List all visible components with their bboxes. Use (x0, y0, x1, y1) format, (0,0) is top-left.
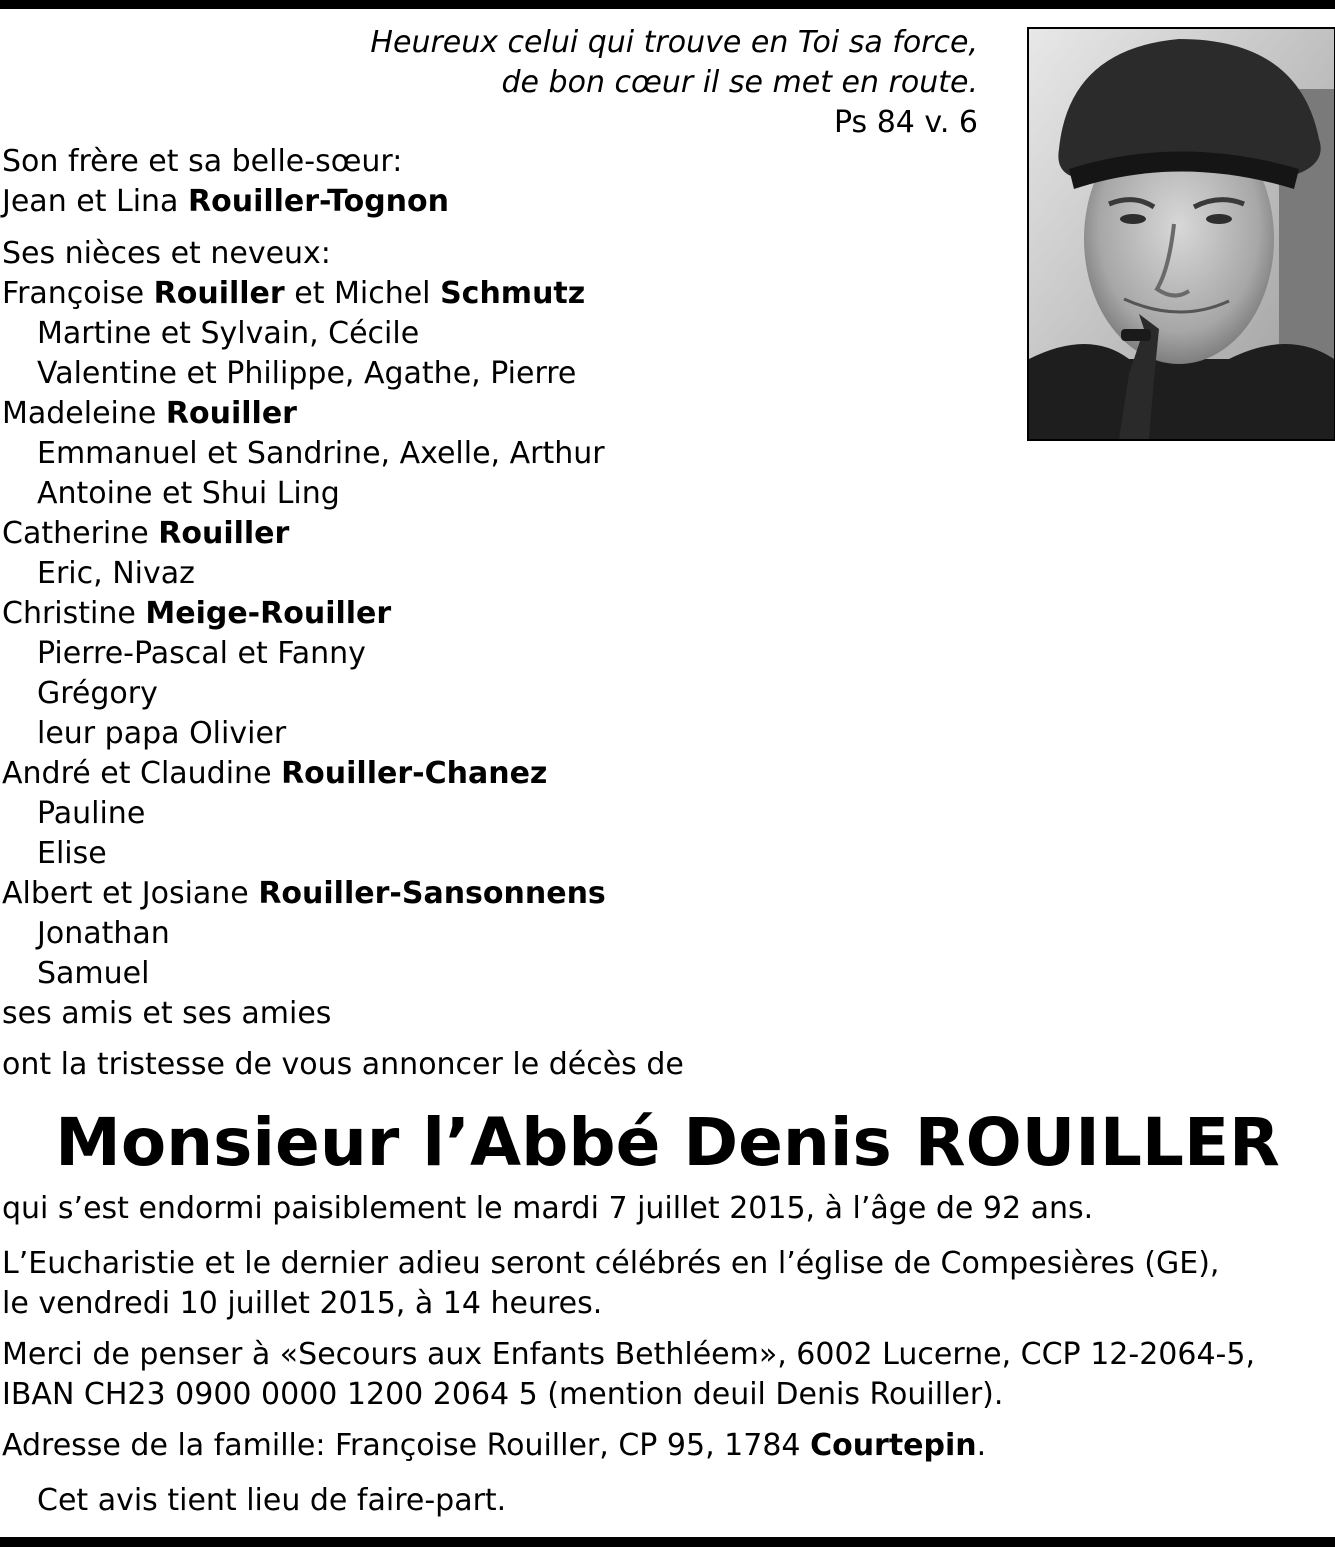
brother-heading: Son frère et sa belle-sœur: (2, 144, 403, 179)
address-suffix: . (976, 1428, 987, 1463)
family-1-surname: Rouiller (153, 276, 285, 311)
family-5-first: André et Claudine (2, 756, 272, 791)
ceremony-line-1: L’Eucharistie et le dernier adieu seront célébrés en l’église de Compesières (GE), (2, 1246, 1220, 1281)
donation-line-2: IBAN CH23 0900 0000 1200 2064 5 (mention deuil Denis Rouiller). (2, 1377, 1004, 1412)
family-1-surname-2: Schmutz (440, 276, 586, 311)
family-3-line (2, 514, 289, 554)
brother-names: Jean et Lina (2, 184, 179, 219)
address-line (2, 1426, 986, 1466)
top-rule (0, 0, 1335, 9)
donation-line-1: Merci de penser à «Secours aux Enfants Bethléem», 6002 Lucerne, CCP 12-2064-5, (2, 1337, 1255, 1372)
family-1-child-2: Valentine et Philippe, Agathe, Pierre (37, 356, 577, 391)
family-4-line (2, 594, 391, 634)
ceremony-line-2: le vendredi 10 juillet 2015, à 14 heures. (2, 1286, 603, 1321)
friends-line: ses amis et ses amies (2, 996, 332, 1031)
bottom-rule (0, 1537, 1335, 1547)
family-6-child-2: Samuel (37, 956, 150, 991)
family-6-first: Albert et Josiane (2, 876, 249, 911)
family-5-surname: Rouiller-Chanez (281, 756, 548, 791)
family-4-surname: Meige-Rouiller (145, 596, 392, 631)
family-4-first: Christine (2, 596, 136, 631)
family-4-child-1: Pierre-Pascal et Fanny (37, 636, 366, 671)
nieces-heading: Ses nièces et neveux: (2, 236, 331, 271)
verse-line-2: de bon cœur il se met en route. (501, 65, 978, 100)
family-6-child-1: Jonathan (37, 916, 170, 951)
family-5-line (2, 754, 547, 794)
deceased-name: Monsieur l’Abbé Denis ROUILLER (55, 1104, 1280, 1181)
family-3-first: Catherine (2, 516, 149, 551)
family-2-first: Madeleine (2, 396, 157, 431)
address-city: Courtepin (810, 1428, 977, 1463)
family-5-child-1: Pauline (37, 796, 146, 831)
death-line: qui s’est endormi paisiblement le mardi 7 juillet 2015, à l’âge de 92 ans. (2, 1191, 1094, 1226)
family-2-child-2: Antoine et Shui Ling (37, 476, 340, 511)
announcement-line: ont la tristesse de vous annoncer le décès de (2, 1047, 684, 1082)
family-3-surname: Rouiller (158, 516, 290, 551)
verse-line-1: Heureux celui qui trouve en Toi sa force, (370, 25, 978, 60)
family-1-line (2, 274, 585, 314)
family-6-surname: Rouiller-Sansonnens (258, 876, 606, 911)
family-1-first: Françoise (2, 276, 145, 311)
family-4-child-2: Grégory (37, 676, 158, 711)
verse-reference: Ps 84 v. 6 (833, 105, 978, 140)
brother-surname: Rouiller-Tognon (188, 184, 449, 219)
portrait-photo (1027, 27, 1335, 441)
portrait-image (1029, 29, 1334, 439)
brother-line (2, 182, 449, 222)
family-1-child-1: Martine et Sylvain, Cécile (37, 316, 420, 351)
family-2-surname: Rouiller (165, 396, 297, 431)
address-prefix: Adresse de la famille: Françoise Rouiller, CP 95, 1784 (2, 1428, 801, 1463)
closing-line: Cet avis tient lieu de faire-part. (37, 1483, 507, 1518)
family-5-child-2: Elise (37, 836, 107, 871)
family-1-and: et Michel (294, 276, 431, 311)
family-4-child-3: leur papa Olivier (37, 716, 287, 751)
family-6-line (2, 874, 606, 914)
family-3-child-1: Eric, Nivaz (37, 556, 195, 591)
family-2-line (2, 394, 297, 434)
family-2-child-1: Emmanuel et Sandrine, Axelle, Arthur (37, 436, 605, 471)
